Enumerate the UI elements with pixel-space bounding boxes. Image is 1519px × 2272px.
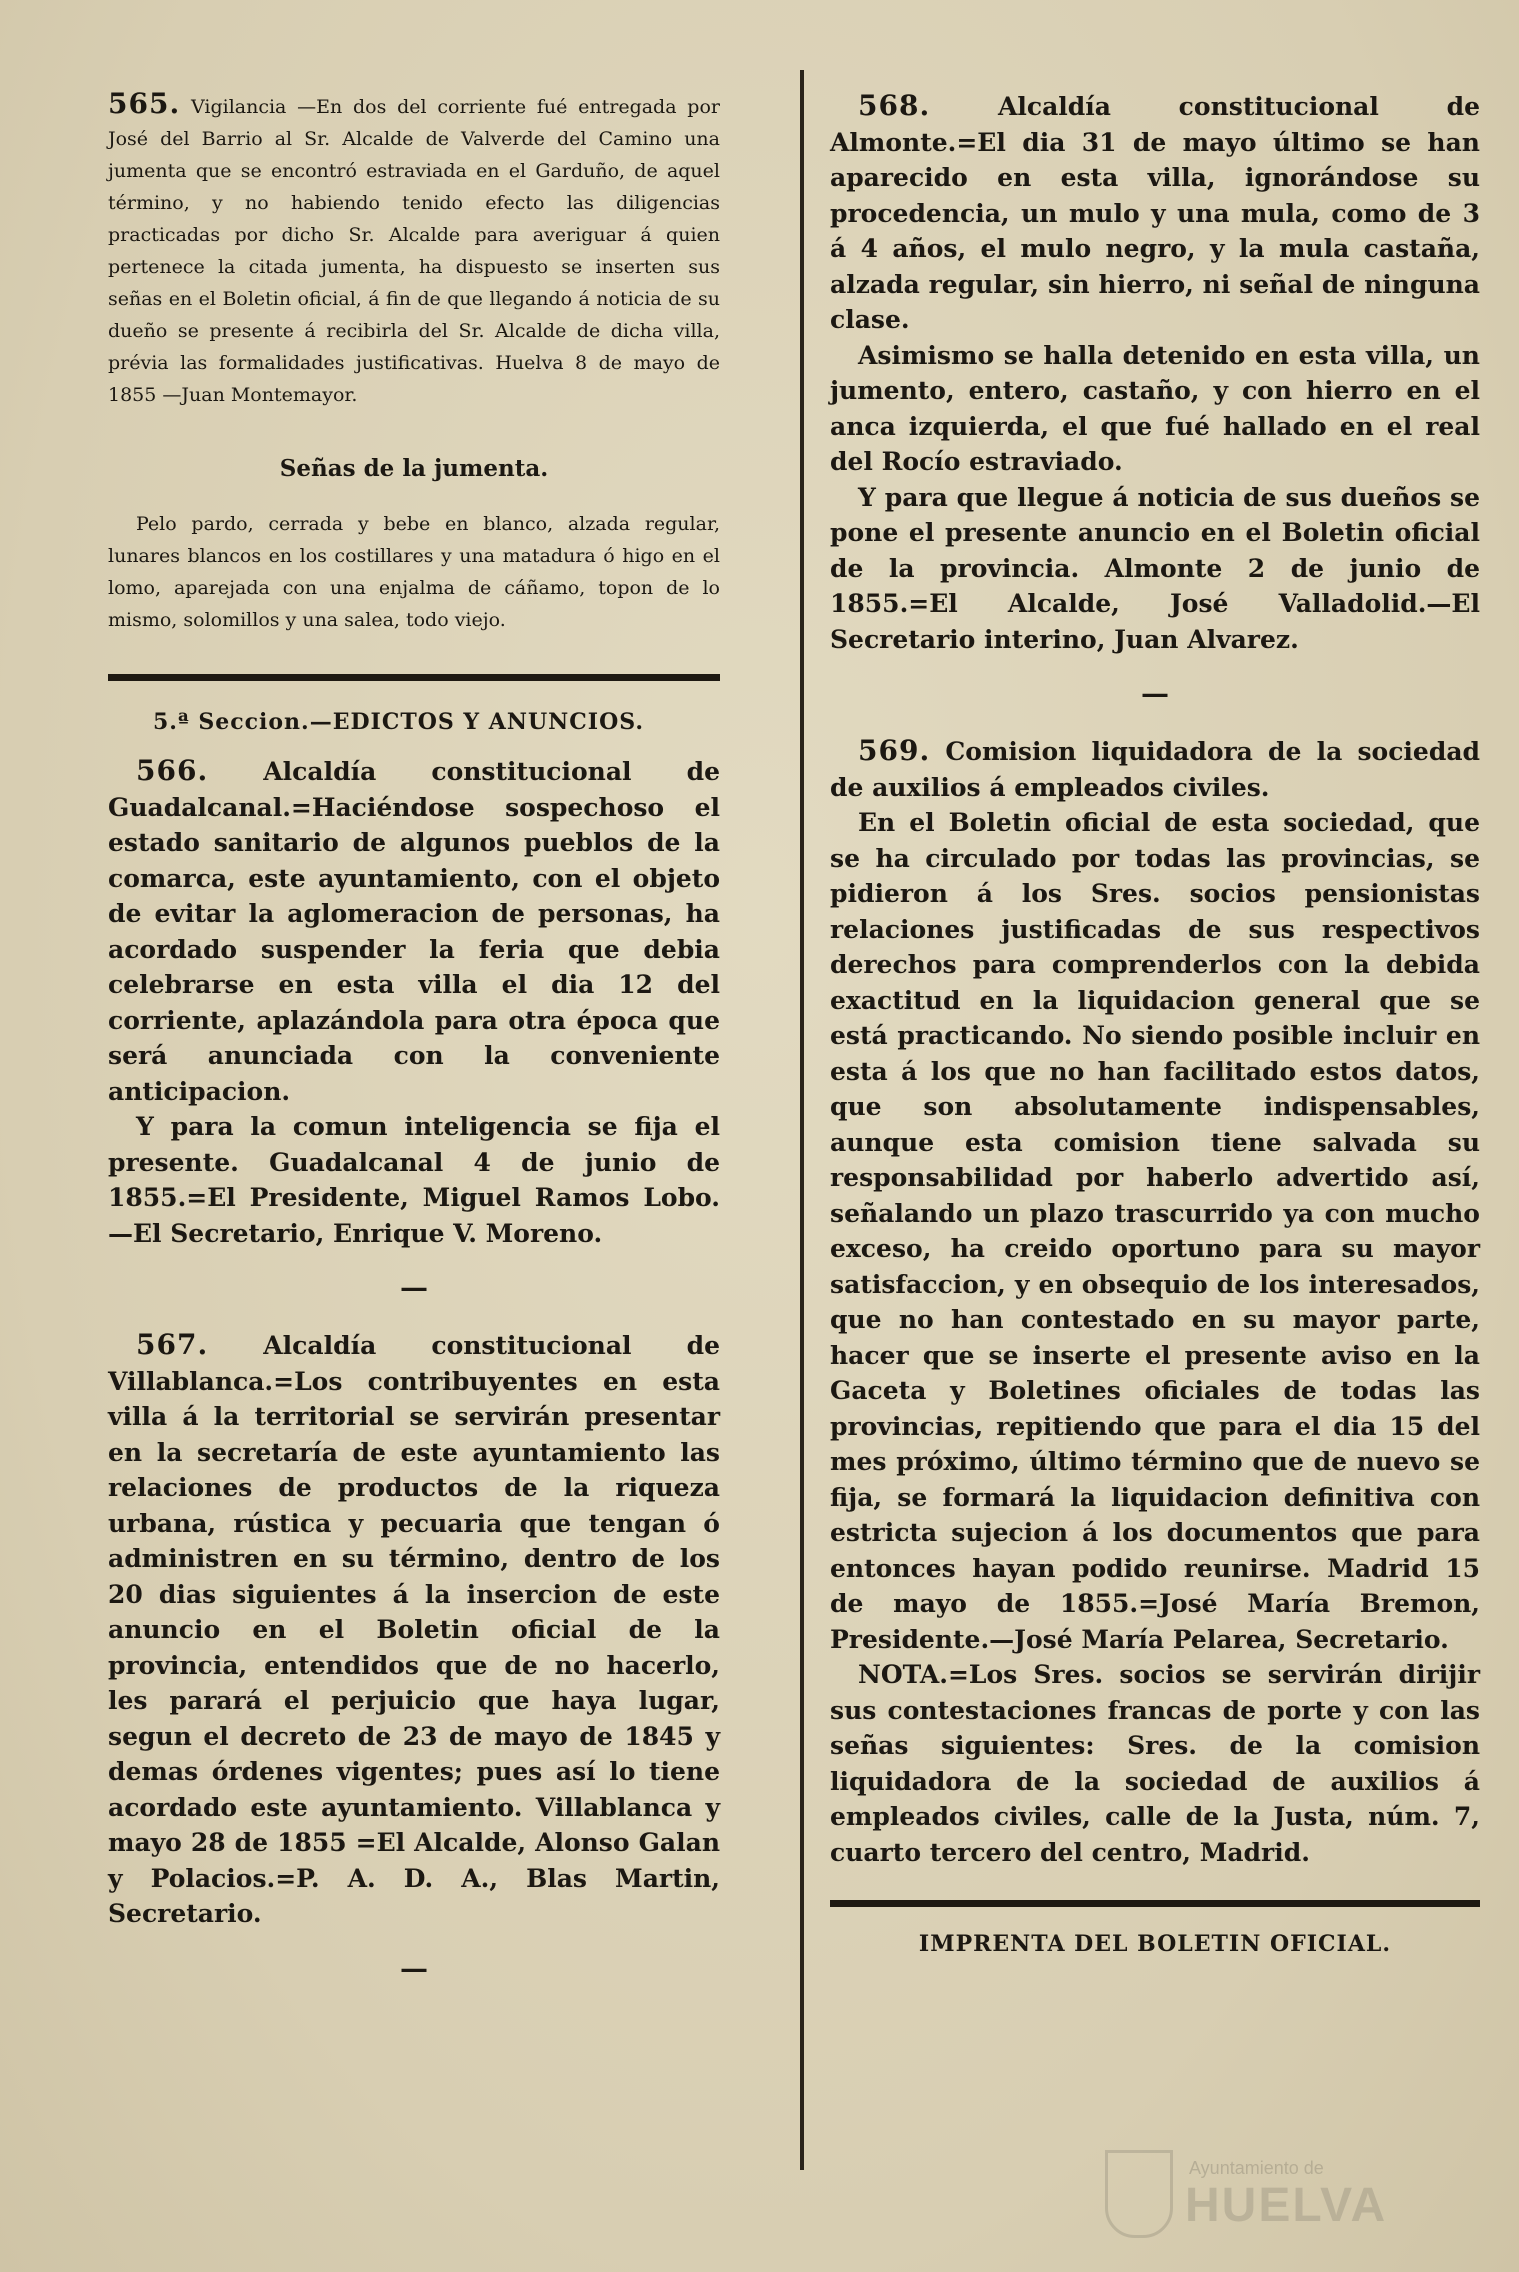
notice-565 (108, 88, 720, 411)
watermark-top-text: Ayuntamiento de (1189, 2158, 1324, 2178)
notice-567 (108, 1327, 720, 1932)
section-heading: 5.ª Seccion.—EDICTOS Y ANUNCIOS. (153, 709, 644, 735)
notice-569-nota: NOTA.=Los Sres. socios se servirán dirijir sus contestaciones francas de porte y con las señas siguientes: Sres. de la comision liquidadora de la sociedad de auxilios á empleados civiles, calle de la Justa, núm. 7, cuarto tercero del centro, Madrid. (830, 1660, 1480, 1867)
horizontal-rule (108, 674, 720, 681)
senas-subtitle: Señas de la jumenta. (279, 455, 549, 482)
horizontal-rule (830, 1900, 1480, 1907)
notice-569-body: En el Boletin oficial de esta sociedad, que se ha circulado por todas las provincias, se pidieron á los Sres. socios pensionistas relaciones justificadas de sus respectivos derechos para comprenderlos con la debida exactitud en la liquidacion general que se está practicando. No siendo posible incluir en esta á los que no han facilitado estos datos, que son absolutamente indispensables, aunque esta comision tiene salvada su responsabilidad por haberlo advertido así, señalando un plazo trascurrido ya con mucho exceso, ha creido oportuno para su mayor satisfaccion, y en obsequio de los interesados, que no han contestado en su mayor parte, hacer que se inserte el presente aviso en la Gaceta y Boletines oficiales de todas las provincias, repitiendo que para el dia 15 del mes próximo, último término que de nuevo se fija, se formará la liquidacion definitiva con estricta sujecion á los documentos que para entonces hayan podido reunirse. Madrid 15 de mayo de 1855.=José María Bremon, Presidente.—José María Pelarea, Secretario. (830, 808, 1480, 1654)
separator-dash: — (400, 1951, 428, 1985)
notice-number: 565. (108, 87, 181, 120)
senas-description: Pelo pardo, cerrada y bebe en blanco, alzada regular, lunares blancos en los costillares y una matadura ó higo en el lomo, aparejada con una enjalma de cáñamo, topon de lo mismo, solomillos y una salea, todo viejo. (108, 513, 720, 631)
notice-569-heading (830, 733, 1480, 805)
notice-text: Vigilancia —En dos del corriente fué entregada por José del Barrio al Sr. Alcalde de Valverde del Camino una jumenta que se encontró estraviada en el Garduño, de aquel término, y no habiendo tenido efecto las diligencias practicadas por dicho Sr. Alcalde para averiguar á quien pertenece la citada jumenta, ha dispuesto se inserten sus señas en el Boletin oficial, á fin de que llegando á noticia de su dueño se presente á recibirla del Sr. Alcalde de dicha villa, prévia las formalidades justificativas. Huelva 8 de mayo de 1855 —Juan Montemayor. (108, 96, 720, 406)
column-divider (800, 70, 804, 2170)
notice-text: Alcaldía constitucional de Villablanca.=Los contribuyentes en esta villa á la territorial se servirán presentar en la secretaría de este ayuntamiento las relaciones de productos de la riqueza urbana, rústica y pecuaria que tengan ó administren en su término, dentro de los 20 dias siguientes á la insercion de este anuncio en el Boletin oficial de la provincia, entendidos que de no hacerlo, les parará el perjuicio que haya lugar, segun el decreto de 23 de mayo de 1845 y demas órdenes vigentes; pues así lo tiene acordado este ayuntamiento. Villablanca y mayo 28 de 1855 =El Alcalde, Alonso Galan y Polacios.=P. A. D. A., Blas Martin, Secretario. (108, 1331, 720, 1928)
notice-title: Comision liquidadora de la sociedad de auxilios á empleados civiles. (830, 737, 1480, 802)
printer-imprint: IMPRENTA DEL BOLETIN OFICIAL. (918, 1931, 1392, 1957)
right-column (830, 88, 1480, 1957)
separator-dash: — (1141, 677, 1169, 710)
notice-568 (830, 88, 1480, 338)
left-column (108, 88, 720, 2008)
notice-566 (108, 753, 720, 1109)
notice-text: Alcaldía constitucional de Almonte.=El dia 31 de mayo último se han aparecido en esta villa, ignorándose su procedencia, un mulo y una mula, como de 3 á 4 años, el mulo negro, y la mula castaña, alzada regular, sin hierro, ni señal de ninguna clase. (830, 92, 1480, 334)
notice-568-para3: Y para que llegue á noticia de sus dueños se pone el presente anuncio en el Boletin oficial de la provincia. Almonte 2 de junio de 1855.=El Alcalde, José Valladolid.—El Secretario interino, Juan Alvarez. (830, 482, 1480, 654)
notice-text: Alcaldía constitucional de Guadalcanal.=Haciéndose sospechoso el estado sanitario de algunos pueblos de la comarca, este ayuntamiento, con el objeto de evitar la aglomeracion de personas, ha acordado suspender la feria que debia celebrarse en esta villa el dia 12 del corriente, aplazándola para otra época que será anunciada con la conveniente anticipacion. (108, 757, 720, 1106)
notice-number: 566. (136, 754, 209, 787)
watermark-main-text: HUELVA (1185, 2179, 1388, 2232)
notice-number: 567. (136, 1328, 209, 1361)
notice-number: 569. (858, 734, 931, 767)
archive-watermark (1105, 2150, 1435, 2240)
notice-566-closing: Y para la comun inteligencia se fija el presente. Guadalcanal 4 de junio de 1855.=El Presidente, Miguel Ramos Lobo.—El Secretario, Enrique V. Moreno. (108, 1112, 720, 1248)
notice-568-para2: Asimismo se halla detenido en esta villa, un jumento, entero, castaño, y con hierro en el anca izquierda, el que fué hallado en el real del Rocío estraviado. (830, 340, 1480, 476)
notice-number: 568. (858, 89, 931, 122)
separator-dash: — (400, 1271, 428, 1304)
shield-icon (1105, 2150, 1173, 2238)
